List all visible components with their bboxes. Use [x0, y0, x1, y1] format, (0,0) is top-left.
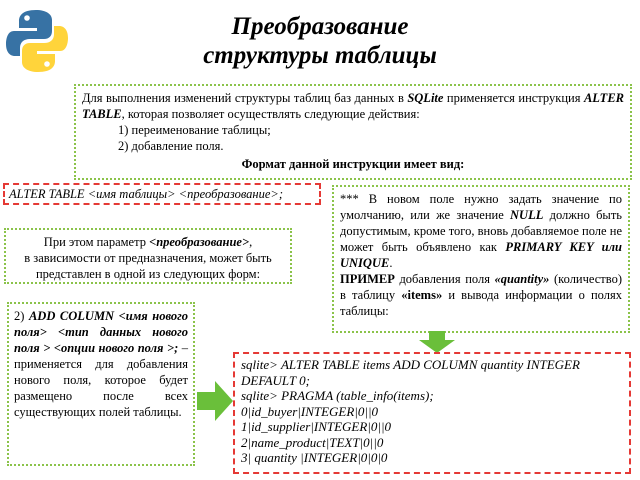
add-column-desc: – применяется для добавления нового поля, которое будет размещено после всех существующих полей таблицы. — [14, 341, 188, 419]
intro-text: , которая позволяет осуществлять следующие действия: — [121, 107, 420, 121]
code-line: DEFAULT 0; — [241, 372, 310, 388]
note-text: должно быть допустимым, кроме того, вновь добавляемое поле не может быть объявлено как — [340, 208, 622, 254]
note-box — [332, 185, 630, 333]
arrow-down-icon — [417, 331, 457, 353]
syntax-text: ALTER TABLE <имя таблицы> <преобразование>; — [9, 187, 284, 201]
example-text: добавления поля — [394, 272, 495, 286]
alter-table-keyword: ALTER TABLE — [82, 91, 624, 121]
items-keyword: «items» — [401, 288, 443, 302]
code-line: 0|id_buyer|INTEGER|0||0 — [241, 403, 379, 419]
title-line-1: Преобразование — [231, 13, 409, 40]
intro-text: Для выполнения изменений структуры таблиц баз данных в — [82, 91, 408, 105]
null-keyword: NULL — [510, 208, 544, 222]
param-text: При этом параметр — [43, 235, 150, 249]
primary-key-keyword: PRIMARY KEY или UNIQUE — [340, 240, 622, 270]
code-line: 2|name_product|TEXT|0||0 — [241, 434, 384, 450]
format-caption: Формат данной инструкции имеет вид: — [241, 157, 465, 171]
code-line: 3| quantity |INTEGER|0|0|0 — [241, 450, 388, 465]
code-line: sqlite> ALTER TABLE items ADD COLUMN quantity INTEGER — [241, 357, 580, 372]
code-line: 1|id_supplier|INTEGER|0||0 — [241, 419, 392, 434]
note-paragraph — [340, 191, 622, 271]
intro-item-1: 1) переименование таблицы; — [118, 123, 271, 137]
add-column-paragraph — [14, 308, 188, 420]
note-stars: *** — [340, 192, 359, 206]
syntax-box — [3, 183, 321, 205]
param-box — [4, 228, 292, 284]
intro-text: применяется инструкция — [443, 91, 584, 105]
title-line-2: структуры таблицы — [203, 42, 437, 69]
param-text: , — [249, 235, 253, 249]
quantity-keyword: «quantity» — [494, 272, 550, 286]
code-line: sqlite> PRAGMA (table_info(items); — [241, 388, 434, 403]
example-label: ПРИМЕР — [340, 272, 395, 286]
page-title — [170, 12, 470, 70]
param-keyword: <преобразование> — [149, 235, 250, 249]
intro-box — [74, 84, 632, 180]
sqlite-keyword: SQLite — [407, 91, 444, 105]
add-column-number: 2) — [14, 309, 29, 323]
code-box — [233, 352, 631, 474]
example-text: (количество) в таблицу — [340, 272, 623, 302]
note-text: . — [389, 256, 393, 270]
add-column-box — [7, 302, 195, 466]
add-column-syntax: ADD COLUMN <имя нового поля> <тип данных нового поля > <опции нового поля >; — [14, 309, 188, 355]
param-line-2: в зависимости от предназначения, может быть — [24, 251, 272, 265]
param-line-3: представлен в одной из следующих форм: — [35, 267, 261, 281]
example-paragraph — [340, 271, 622, 319]
note-text: В новом поле нужно задать значение по умолчанию, или же значение — [340, 192, 622, 222]
arrow-right-icon — [197, 381, 233, 421]
intro-item-2: 2) добавление поля. — [118, 139, 224, 153]
example-text: и вывода информации о полях таблицы: — [340, 288, 622, 318]
python-logo-icon — [6, 8, 68, 74]
intro-paragraph — [82, 90, 624, 122]
